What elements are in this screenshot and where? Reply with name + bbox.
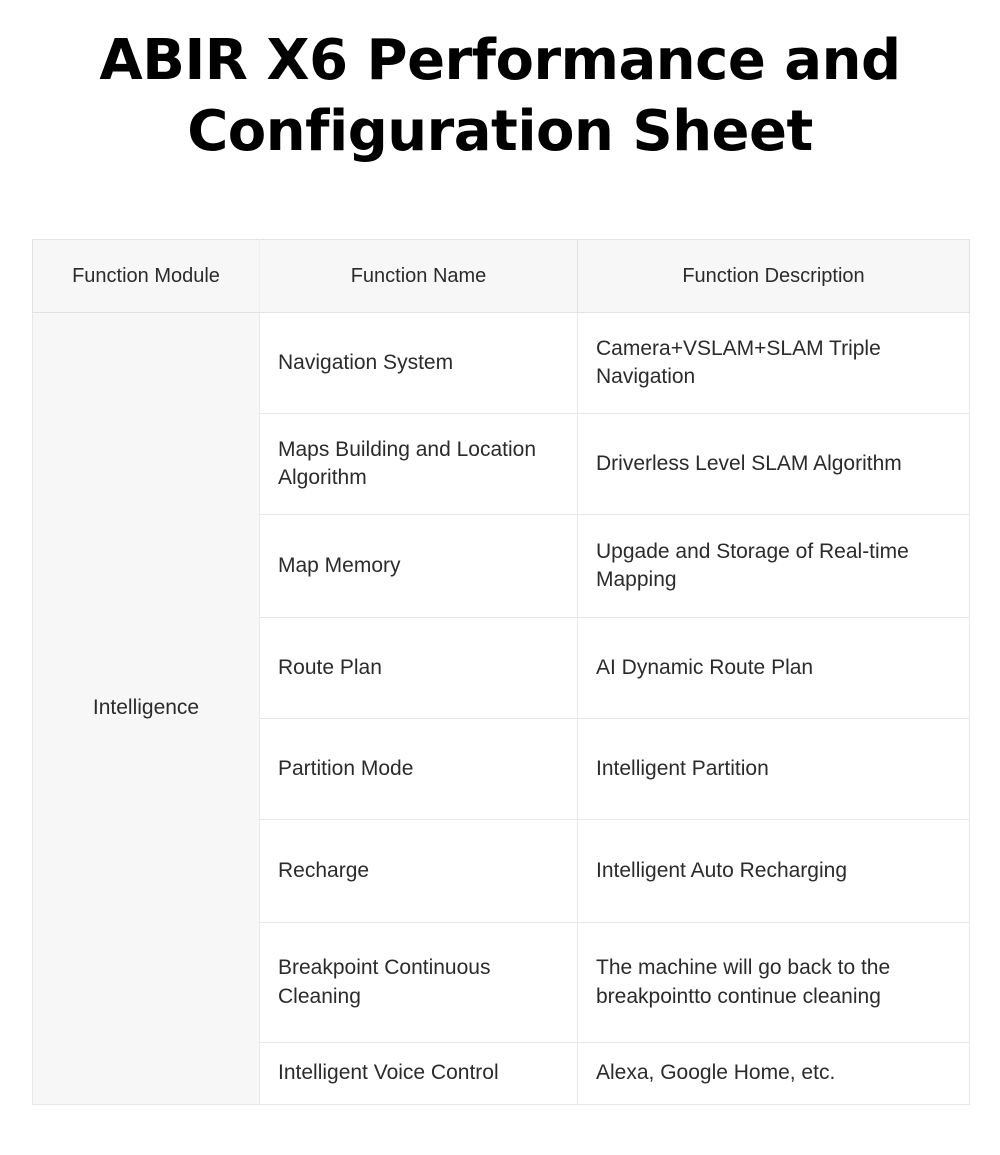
spec-table	[32, 239, 970, 1105]
function-description-cell: The machine will go back to the breakpointto continue cleaning	[578, 923, 970, 1043]
page-title: ABIR X6 Performance and Configuration Sheet	[99, 28, 901, 164]
function-description-cell: Camera+VSLAM+SLAM Triple Navigation	[578, 313, 970, 414]
function-name-cell: Recharge	[260, 820, 578, 923]
column-header-function-description: Function Description	[578, 240, 970, 313]
function-name-cell: Maps Building and Location Algorithm	[260, 414, 578, 515]
column-header-function-name: Function Name	[260, 240, 578, 313]
function-name-cell: Partition Mode	[260, 719, 578, 820]
function-description-cell: AI Dynamic Route Plan	[578, 618, 970, 719]
function-description-cell: Intelligent Partition	[578, 719, 970, 820]
function-module-cell: Intelligence	[33, 313, 260, 1105]
function-name-cell: Navigation System	[260, 313, 578, 414]
function-name-cell: Breakpoint Continuous Cleaning	[260, 923, 578, 1043]
function-description-cell: Intelligent Auto Recharging	[578, 820, 970, 923]
column-header-function-module: Function Module	[33, 240, 260, 313]
table-header-row	[33, 240, 970, 313]
function-description-cell: Alexa, Google Home, etc.	[578, 1043, 970, 1105]
table-row	[33, 313, 970, 414]
spec-table-container	[32, 239, 969, 1105]
function-description-cell: Driverless Level SLAM Algorithm	[578, 414, 970, 515]
table-body	[33, 313, 970, 1105]
function-name-cell: Route Plan	[260, 618, 578, 719]
function-name-cell: Map Memory	[260, 515, 578, 618]
table-header	[33, 240, 970, 313]
function-description-cell: Upgade and Storage of Real-time Mapping	[578, 515, 970, 618]
function-name-cell: Intelligent Voice Control	[260, 1043, 578, 1105]
